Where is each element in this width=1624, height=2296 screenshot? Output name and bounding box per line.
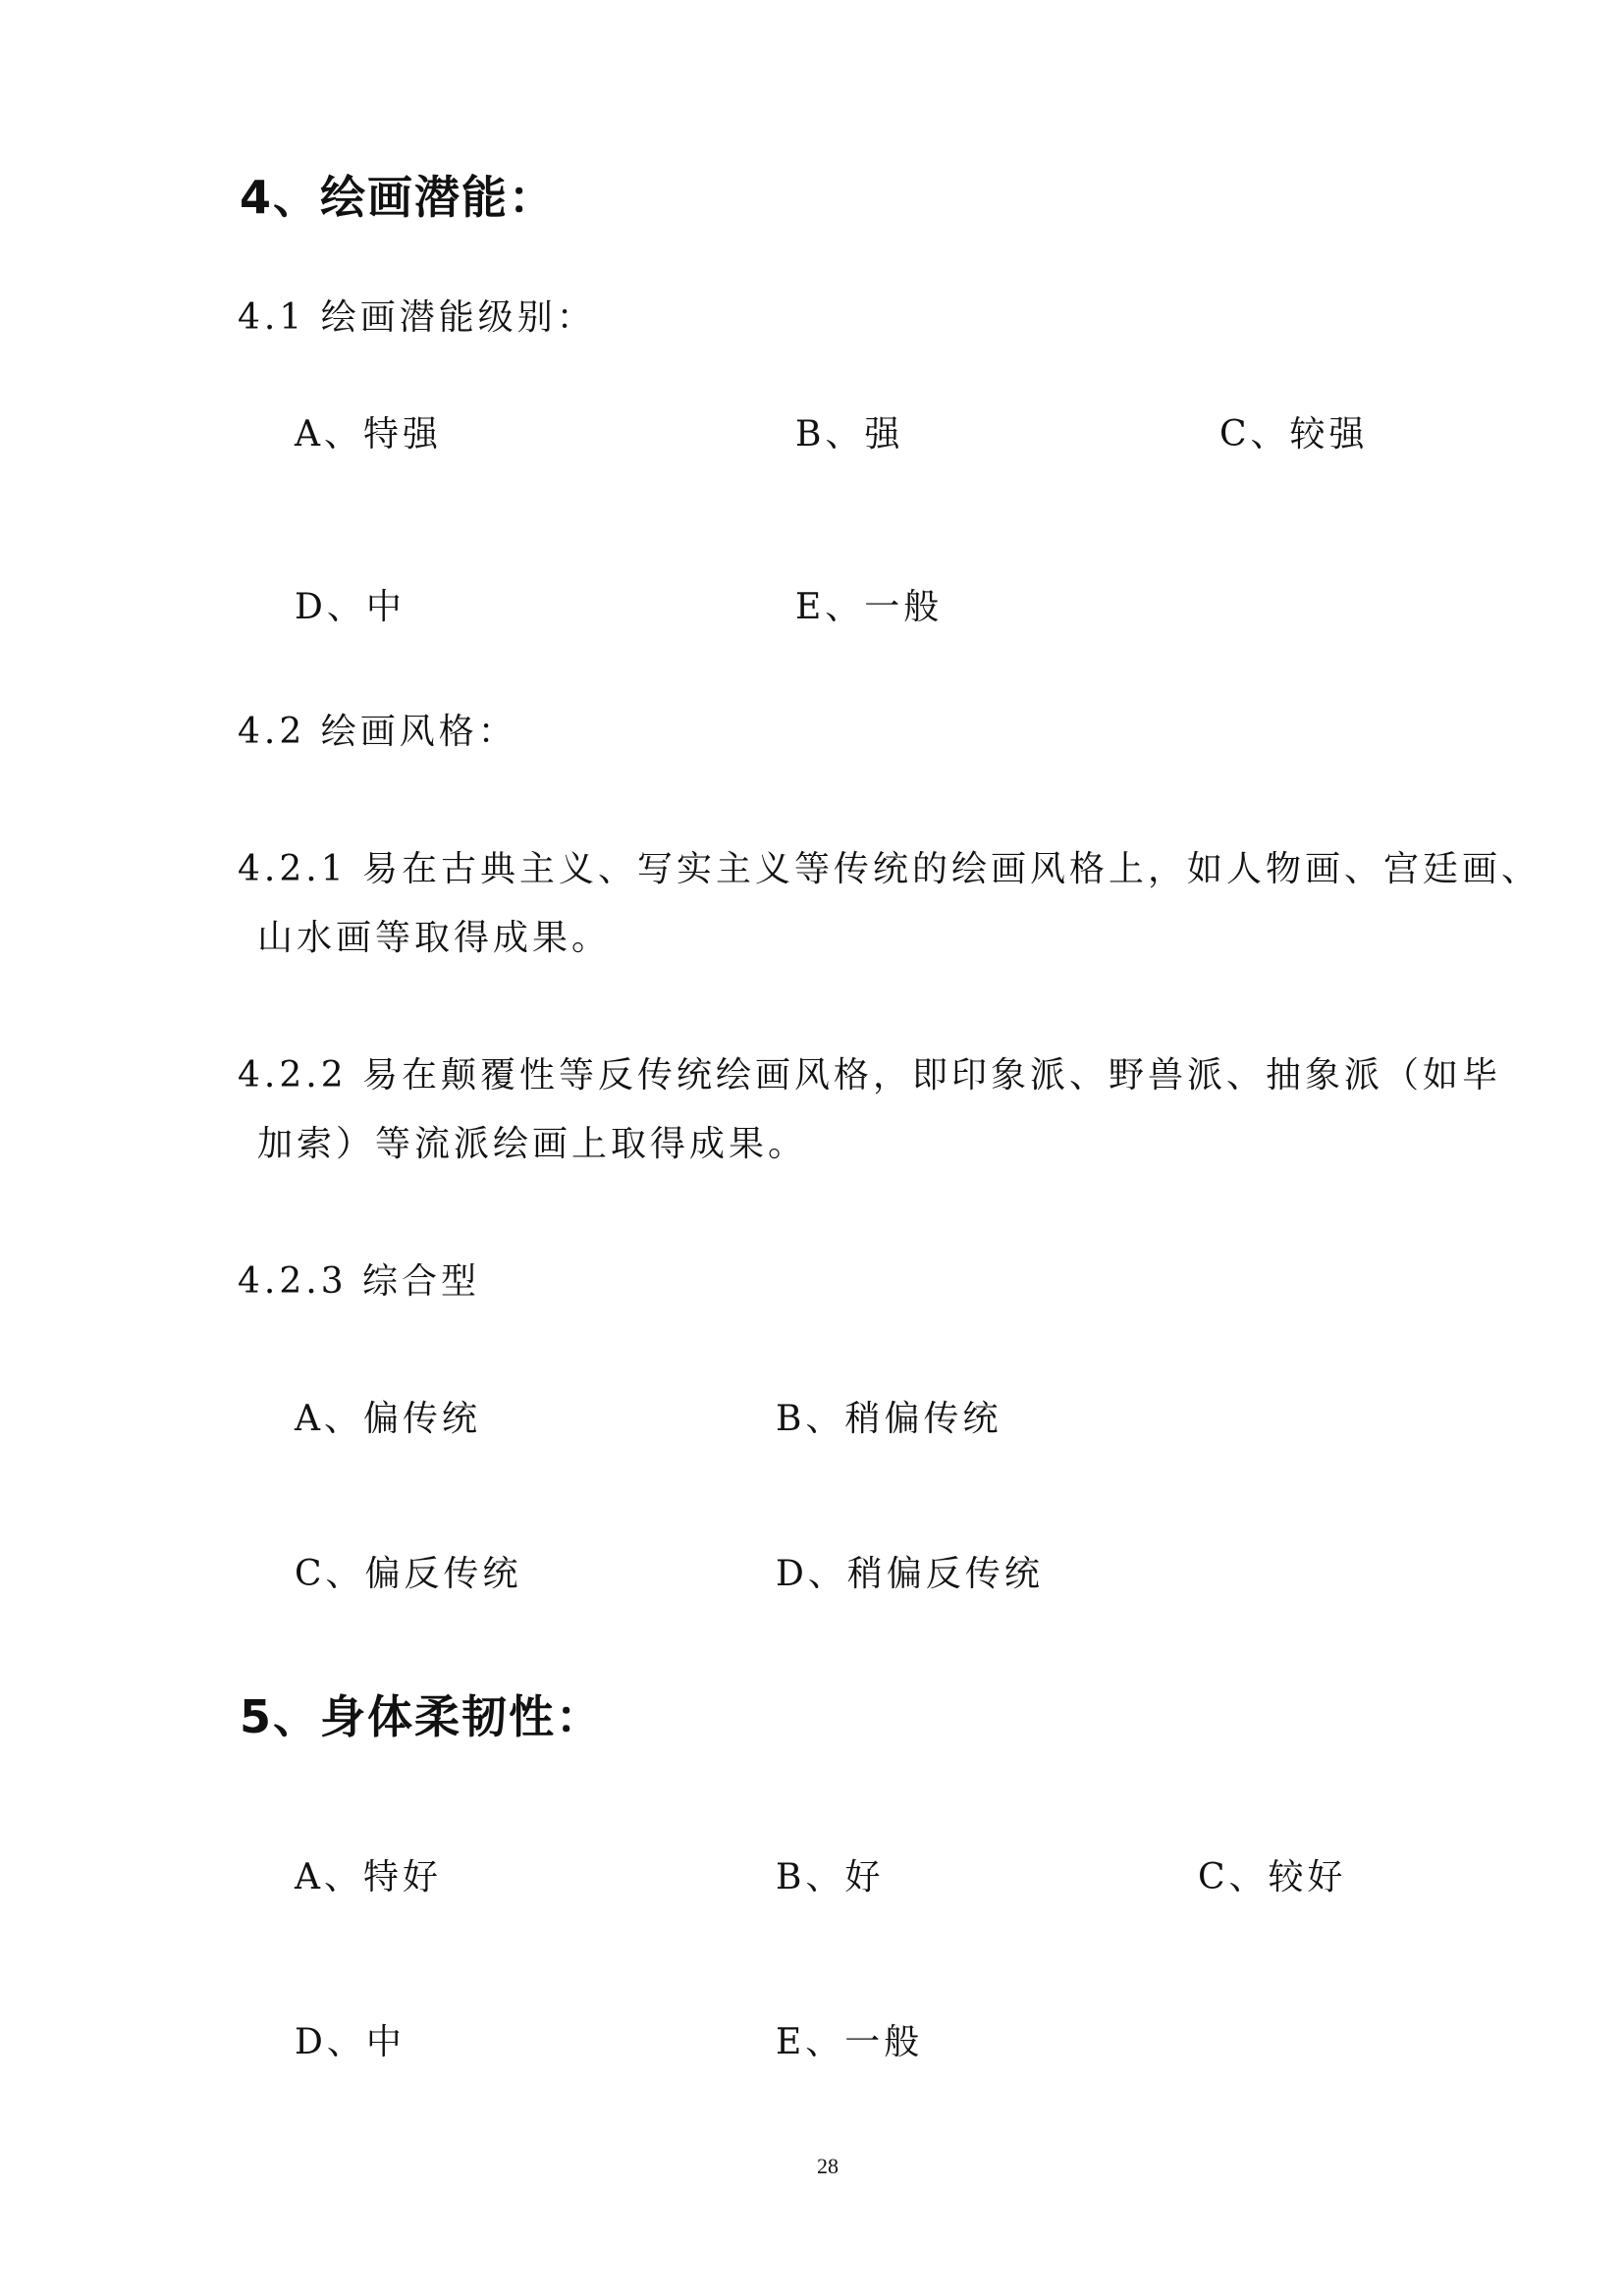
option-5-b: B、好 [776,1857,885,1897]
option-5-c: C、较好 [1198,1857,1347,1897]
option-4-1-e: E、一般 [795,587,944,627]
item-4-2-2-line2: 加索）等流派绘画上取得成果。 [257,1124,808,1164]
item-4-2-1-line2: 山水画等取得成果。 [257,918,612,958]
section-4-title: 4、绘画潜能： [240,171,557,224]
option-5-d: D、中 [295,2022,406,2062]
option-4-1-a: A、特强 [295,414,442,454]
item-4-2-1-line1: 4.2.1 易在古典主义、写实主义等传统的绘画风格上，如人物画、宫廷画、 [238,849,1542,889]
option-4-2-3-b: B、稍偏传统 [776,1399,1002,1439]
option-4-1-b: B、强 [795,414,904,454]
option-4-1-c: C、较强 [1219,414,1369,454]
option-4-1-d: D、中 [295,587,406,627]
page-number: 28 [817,2154,839,2178]
section-4-2-heading: 4.2 绘画风格： [238,712,517,752]
item-4-2-2-line1: 4.2.2 易在颠覆性等反传统绘画风格，即印象派、野兽派、抽象派（如毕 [238,1055,1502,1095]
option-5-e: E、一般 [776,2022,924,2062]
option-4-2-3-c: C、偏反传统 [295,1554,522,1594]
section-5-title: 5、身体柔韧性： [240,1690,604,1743]
item-4-2-3-heading: 4.2.3 综合型 [238,1261,481,1302]
option-5-a: A、特好 [295,1857,442,1897]
section-4-1-heading: 4.1 绘画潜能级别： [238,297,596,338]
option-4-2-3-a: A、偏传统 [295,1399,481,1439]
option-4-2-3-d: D、稍偏反传统 [776,1554,1044,1594]
